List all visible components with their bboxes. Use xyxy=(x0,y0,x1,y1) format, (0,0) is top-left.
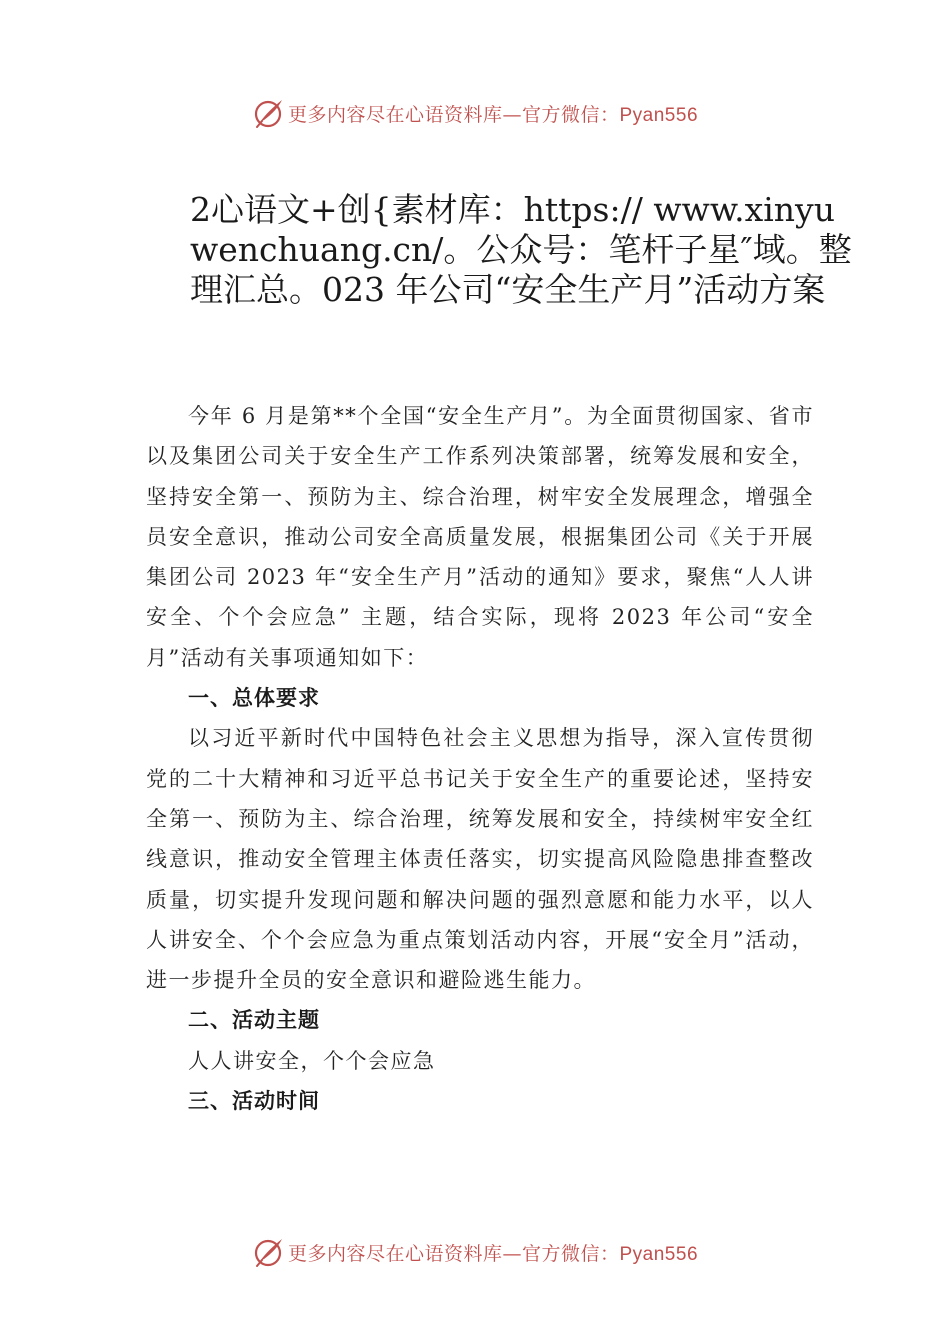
header-watermark xyxy=(0,93,950,133)
watermark-wechat-id: Pyan556 xyxy=(619,104,699,126)
watermark-separator: — xyxy=(502,103,522,126)
section-heading-theme: 二、活动主题 xyxy=(188,1008,320,1033)
watermark-text xyxy=(288,1239,698,1266)
section-body-theme: 人人讲安全，个个会应急 xyxy=(188,1048,436,1073)
watermark-wechat-label: 官方微信： xyxy=(521,103,620,126)
watermark-slogan: 更多内容尽在心语资料库 xyxy=(287,1242,503,1265)
document-title: 2心语文+创{素材库：https:// www.xinyuwenchuang.cn/。公众号：笔杆子星″域。整理汇总。023 年公司“安全生产月”活动方案 xyxy=(190,190,852,309)
document-body xyxy=(146,396,814,1121)
section-body-general-requirements: 以习近平新时代中国特色社会主义思想为指导，深入宣传贯彻党的二十大精神和习近平总书记关于安全生产的重要论述，坚持安全第一、预防为主、综合治理，统筹发展和安全，持续树牢安全红线意识，推动安全管理主体责任落实，切实提高风险隐患排查整改质量，切实提升发现问题和解决问题的强烈意愿和能力水平，以人人讲安全、个个会应急为重点策划活动内容，开展“安全月”活动，进一步提升全员的安全意识和避险逃生能力。 xyxy=(146,726,814,993)
watermark-slogan: 更多内容尽在心语资料库 xyxy=(287,103,503,126)
watermark-wechat-id: Pyan556 xyxy=(619,1243,699,1265)
intro-paragraph: 今年 6 月是第**个全国“安全生产月”。为全面贯彻国家、省市以及集团公司关于安全生产工作系列决策部署，统筹发展和安全，坚持安全第一、预防为主、综合治理，树牢安全发展理念，增强全员安全意识，推动公司安全高质量发展，根据集团公司《关于开展集团公司 2023 年“安全生产月”活动的通知》要求，聚焦“人人讲安全、个个会应急” 主题，结合实际，现将 2023 年公司“安全月”活动有关事项通知如下： xyxy=(146,404,814,670)
section-heading-general-requirements: 一、总体要求 xyxy=(188,686,320,711)
watermark-separator: — xyxy=(502,1242,522,1265)
footer-watermark xyxy=(0,1232,950,1272)
watermark-wechat-label: 官方微信： xyxy=(521,1242,620,1265)
section-heading-time: 三、活动时间 xyxy=(188,1089,320,1114)
quill-pen-logo-icon xyxy=(252,96,286,130)
quill-pen-logo-icon xyxy=(252,1235,286,1269)
watermark-text xyxy=(288,100,698,127)
